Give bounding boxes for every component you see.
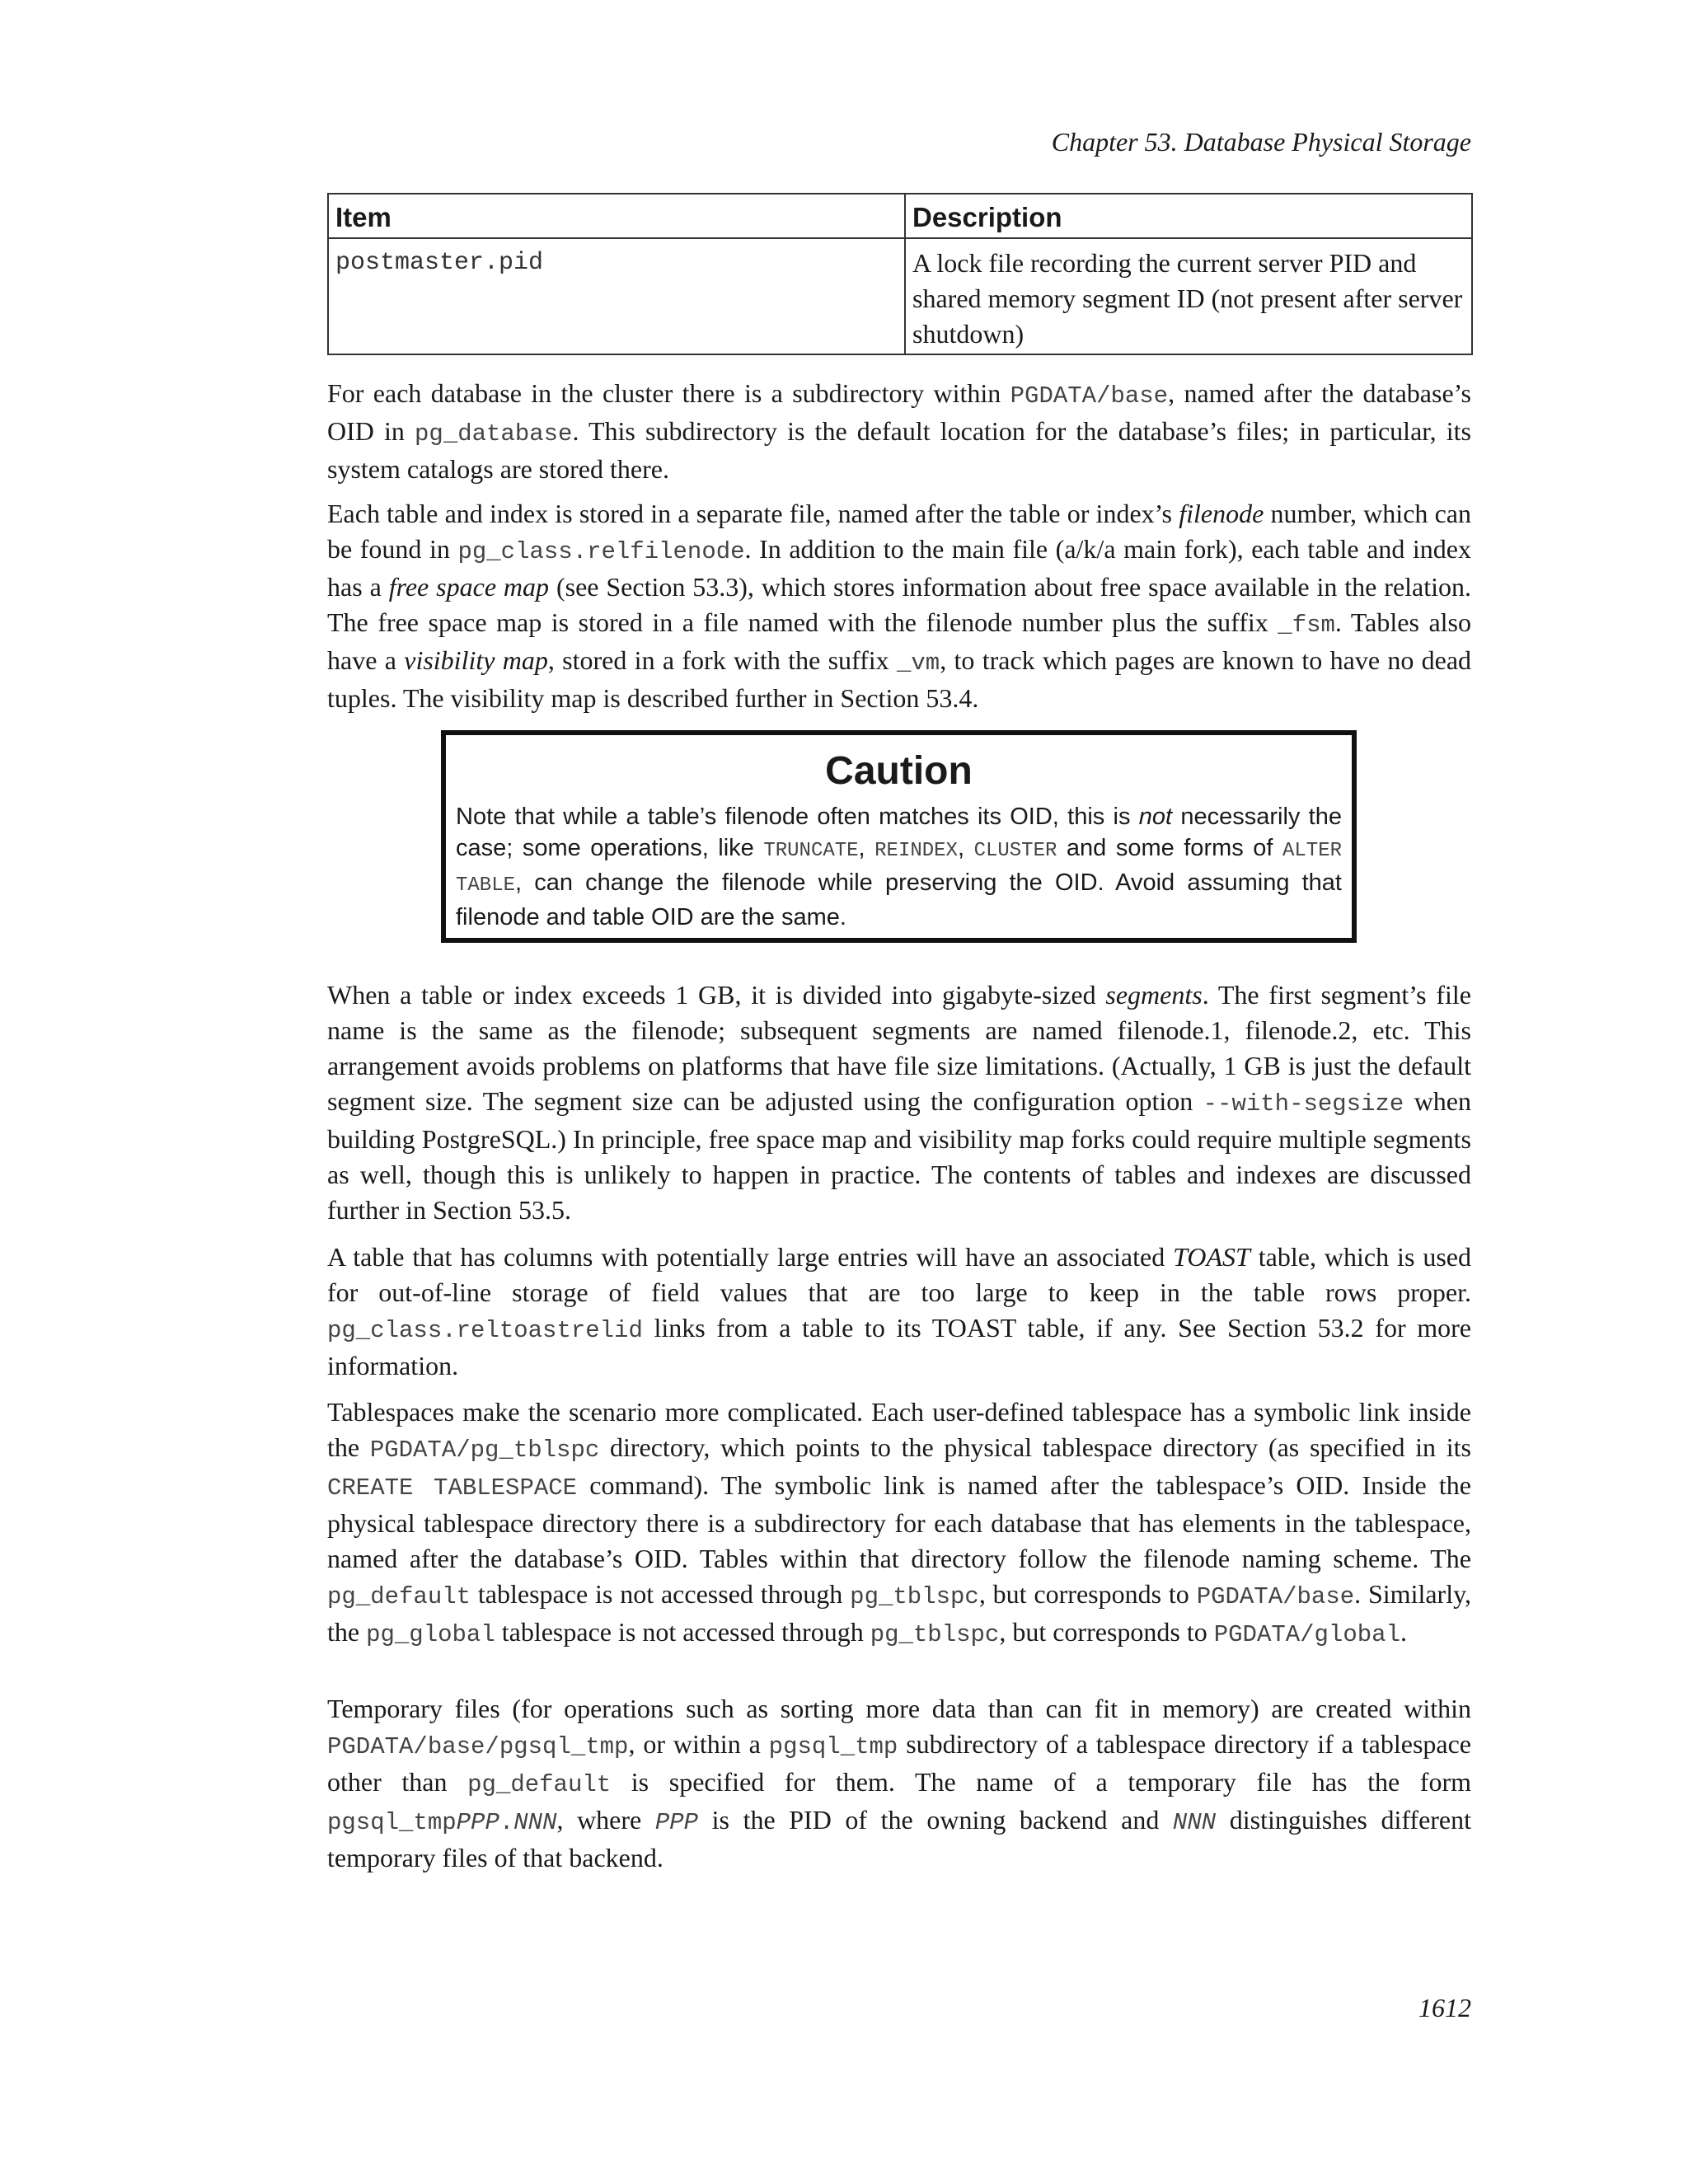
- code-text: pg_tblspc: [870, 1621, 1000, 1648]
- text-run: , can change the filenode while preserving the OID. Avoid assuming that filenode and table OID are the same.: [456, 869, 1342, 930]
- file-items-table: [327, 193, 1473, 355]
- emphasis-text: TOAST: [1173, 1242, 1250, 1272]
- code-text: --with-segsize: [1203, 1090, 1404, 1118]
- code-text: CLUSTER: [973, 840, 1057, 862]
- text-run: table, which is used for out-of-line storage of field values that are too large to keep in the table rows proper.: [327, 1242, 1472, 1307]
- code-text: [655, 1809, 698, 1836]
- code-text: REINDEX: [874, 840, 958, 862]
- text-run: directory, which points to the physical tablespace directory (as specified in its: [599, 1432, 1472, 1462]
- text-run: is the PID of the owning backend and: [698, 1805, 1173, 1835]
- code-text: TRUNCATE: [763, 840, 859, 862]
- code-text: _fsm: [1278, 612, 1335, 639]
- code-text: PGDATA/base: [1196, 1583, 1355, 1610]
- text-run: , or within a: [628, 1729, 769, 1759]
- text-run: links from a table to its TOAST table, if any. See Section 53.2 for more information.: [327, 1313, 1471, 1380]
- code-text: PGDATA/pg_tblspc: [369, 1436, 600, 1464]
- emphasis-text: free space map: [388, 572, 550, 602]
- code-text: pg_default: [327, 1583, 471, 1610]
- code-text: [1173, 1809, 1216, 1836]
- code-text: pg_database: [415, 420, 573, 448]
- text-run: .: [1400, 1617, 1407, 1647]
- text-run: Temporary files (for operations such as sorting more data than can fit in memory) are created within: [327, 1694, 1471, 1723]
- text-run: (see Section 53.3), which stores information about free space available in the relation. The free space map is stored in a file named with the filenode number plus the suffix: [327, 572, 1472, 637]
- code-text: PGDATA/global: [1213, 1621, 1400, 1648]
- code-text: pgsql_tmp: [768, 1733, 898, 1760]
- paragraph-temporary-files: [327, 1691, 1471, 1876]
- text-run: necessarily the case; some operations, like: [456, 804, 1342, 861]
- paragraph-segments: [327, 977, 1471, 1228]
- code-placeholder: PPP: [456, 1809, 499, 1836]
- text-run: command). The symbolic link is named after the tablespace’s OID. Inside the physical tablespace directory there is a subdirectory for each database that has elements in the tablespace, named after the database’s OID. Tables within that directory follow the filenode naming scheme. The: [327, 1470, 1471, 1573]
- text-run: tablespace is not accessed through: [495, 1617, 870, 1647]
- paragraph-tablespaces: [327, 1394, 1471, 1652]
- text-run: tablespace is not accessed through: [471, 1579, 851, 1609]
- emphasis-text: not: [1138, 804, 1173, 830]
- text-run: number, which can be found in: [327, 499, 1472, 564]
- text-run: For each database in the cluster there is a subdirectory within: [327, 378, 1010, 408]
- code-text: pg_class.reltoastrelid: [327, 1317, 643, 1344]
- paragraph-filenode: [327, 496, 1471, 716]
- paragraph-toast: [327, 1240, 1471, 1384]
- text-run: and some forms of: [1057, 835, 1282, 861]
- code-placeholder: NNN: [1172, 1809, 1217, 1836]
- text-run: is specified for them. The name of a temporary file has the form: [611, 1767, 1472, 1797]
- table-cell-description: A lock file recording the current server PID and shared memory segment ID (not present after server shutdown): [905, 238, 1472, 354]
- code-text-part: .: [499, 1809, 514, 1836]
- text-run: ,: [957, 835, 974, 861]
- text-run: . Similarly, the: [327, 1579, 1472, 1647]
- code-text: pg_class.relfilenode: [457, 538, 745, 565]
- code-text: pg_tblspc: [850, 1583, 979, 1610]
- text-run: Note that while a table’s filenode often matches its OID, this is: [456, 804, 1139, 830]
- caution-body: [456, 801, 1342, 933]
- caution-title: Caution: [825, 749, 973, 793]
- caution-box: [441, 730, 1357, 943]
- code-placeholder: NNN: [513, 1809, 557, 1836]
- code-text: CREATE TABLESPACE: [327, 1474, 578, 1502]
- document-page: [327, 0, 1471, 2184]
- code-text-part: pgsql_tmp: [327, 1809, 457, 1836]
- page-number: 1612: [1418, 1993, 1471, 2022]
- column-header-description: Description: [905, 194, 1472, 238]
- code-text: ALTER TABLE: [456, 840, 1342, 897]
- text-run: , where: [556, 1805, 655, 1835]
- text-run: , stored in a fork with the suffix: [547, 645, 897, 675]
- code-text: PGDATA/base: [1010, 382, 1169, 410]
- text-run: . In addition to the main file (a/k/a main fork), each table and index has a: [327, 534, 1472, 602]
- text-run: distinguishes different temporary files of that backend.: [327, 1805, 1472, 1872]
- column-header-item: Item: [328, 194, 905, 238]
- text-run: Each table and index is stored in a separate file, named after the table or index’s: [327, 499, 1179, 528]
- emphasis-text: segments: [1105, 980, 1203, 1010]
- text-run: , named after the database’s OID in: [327, 378, 1472, 446]
- text-run: , but corresponds to: [999, 1617, 1214, 1647]
- text-run: A table that has columns with potentially large entries will have an associated: [327, 1242, 1174, 1272]
- table-row: [328, 238, 1472, 354]
- code-text: pg_default: [467, 1771, 612, 1798]
- text-run: when building PostgreSQL.) In principle, free space map and visibility map forks could require multiple segments as well, though this is unlikely to happen in practice. The contents of tables and indexes are discussed further in Section 53.5.: [327, 1086, 1472, 1225]
- code-text: [327, 1809, 556, 1836]
- text-run: , but corresponds to: [978, 1579, 1197, 1609]
- emphasis-text: filenode: [1179, 499, 1264, 528]
- running-header: Chapter 53. Database Physical Storage: [1051, 127, 1471, 157]
- emphasis-text: visibility map: [404, 645, 548, 675]
- table-cell-item: postmaster.pid: [328, 238, 905, 354]
- paragraph-database-subdirectory: [327, 376, 1471, 487]
- text-run: Tablespaces make the scenario more complicated. Each user-defined tablespace has a symbolic link inside the: [327, 1397, 1471, 1462]
- code-text: PGDATA/base/pgsql_tmp: [327, 1733, 629, 1760]
- text-run: . Tables also have a: [327, 607, 1472, 675]
- code-text: _vm: [896, 649, 940, 677]
- text-run: . The first segment’s file name is the same as the filenode; subsequent segments are named filenode.1, filenode.2, etc. This arrangement avoids problems on platforms that have file size limitations. (Actually, 1 GB is just the default segment size. The segment size can be adjusted using the configuration option: [327, 980, 1472, 1116]
- text-run: ,: [858, 835, 875, 861]
- code-placeholder: PPP: [654, 1809, 699, 1836]
- table-header-row: [328, 194, 1472, 238]
- text-run: subdirectory of a tablespace directory if a tablespace other than: [327, 1729, 1471, 1797]
- text-run: When a table or index exceeds 1 GB, it is divided into gigabyte-sized: [327, 980, 1106, 1010]
- text-run: . This subdirectory is the default location for the database’s files; in particular, its system catalogs are stored there.: [327, 416, 1472, 484]
- code-text: pg_global: [366, 1621, 495, 1648]
- text-run: , to track which pages are known to have no dead tuples. The visibility map is described further in Section 53.4.: [327, 645, 1472, 713]
